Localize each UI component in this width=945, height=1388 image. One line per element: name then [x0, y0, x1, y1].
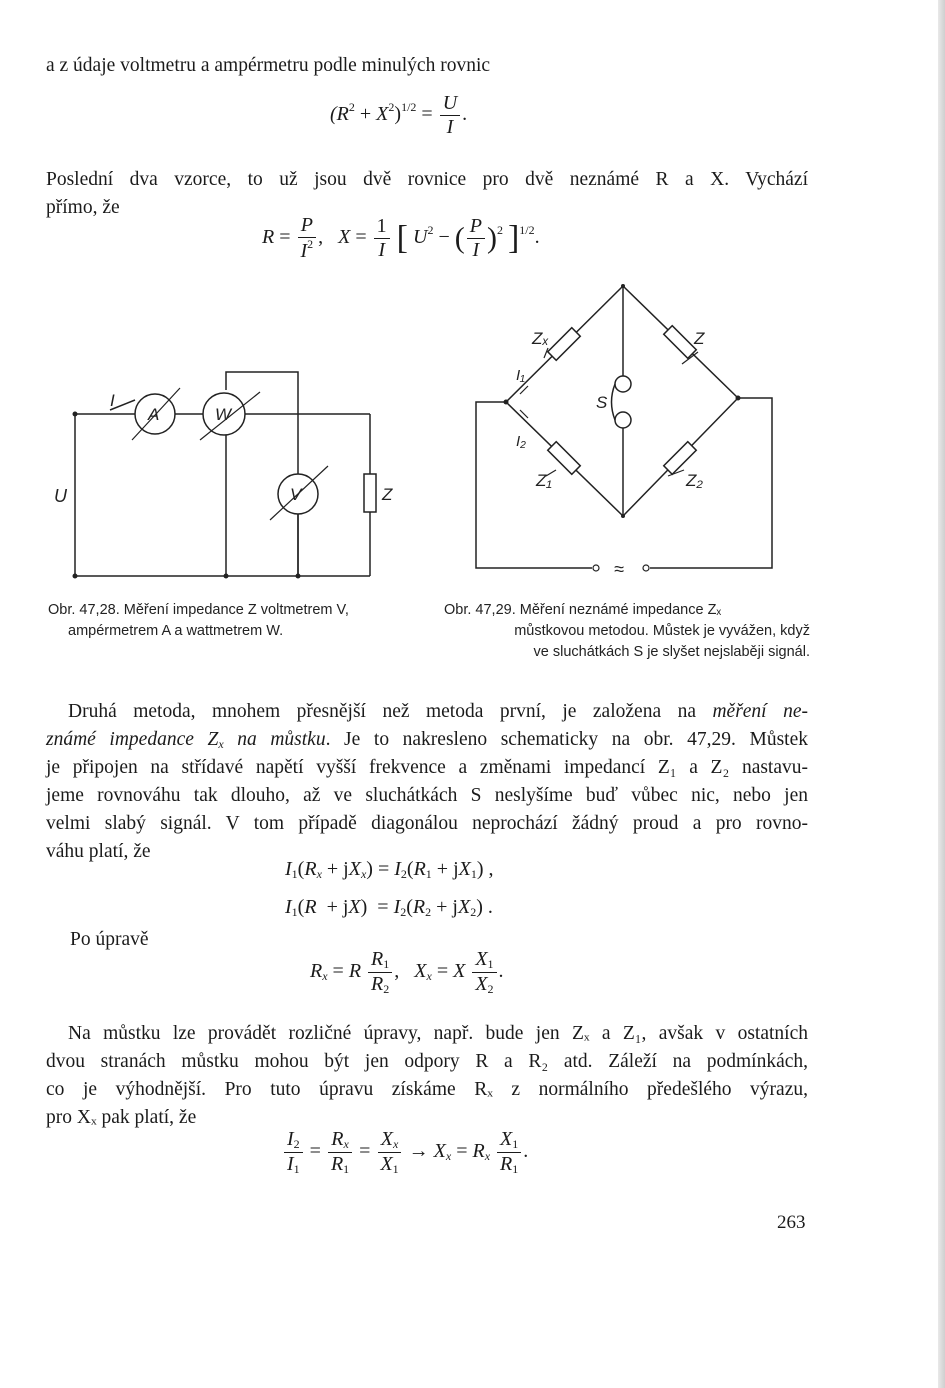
paragraph-2-emphasis-2: známé impedance Z	[46, 729, 219, 750]
equation-r-x: R = $\frac{P}{I^2}$ , X = $\frac{1}{I}$ [ $U^2$ − ( $\frac{P}{I}$ )$^2$ ]$^{1/2}$.	[262, 214, 540, 262]
label-headphones: S	[596, 393, 608, 412]
equation-rx-xx: $R_x = R$ $\frac{R_1}{R_2}$ , $X_x = X$ $\frac{X_1}{X_2}$ .	[310, 948, 504, 996]
paragraph-2-emphasis-1: měření ne-	[712, 701, 808, 722]
caption-fig-47-28	[48, 600, 349, 642]
po-uprave-label: Po úpravě	[70, 929, 149, 950]
paragraph-2-text-b: . Je to nakresleno schematicky na obr. 47,29. Můstek	[325, 729, 808, 750]
paragraph-2-line-6: váhu platí, že	[46, 841, 151, 862]
label-i1: I₁	[516, 367, 525, 384]
label-z2: Z₂	[686, 471, 703, 490]
equation-impedance-magnitude: $(R^2 + X^2)^{1/2}$ = $\frac{U}{I}$ .	[330, 92, 468, 138]
caption-29-line-2: můstkovou metodou. Můstek je vyvážen, když	[514, 623, 810, 639]
label-zx: Zₓ	[532, 329, 549, 348]
equation-balance-1: $I_1(R_x + jX_x) = I_2(R_1 + jX_1)$ ,	[285, 858, 494, 881]
paragraph-2-line-4: jeme rovnováhu tak dlouho, až ve sluchátkách S neslyšíme buď vůbec nic, nebo jen	[46, 785, 808, 806]
paragraph-2-line-5: velmi slabý signál. V tom případě diagonálou neprochází žádný proud a pro rovno-	[46, 813, 808, 834]
paragraph-2-line-3: je připojen na střídavé napětí vyšší frekvence a změnami impedancí Z₁ a Z₂ nastavu-	[46, 757, 808, 778]
equation-xx-ratio: $\frac{I_2}{I_1}$ = $\frac{R_x}{R_1}$ = $\frac{X_x}{X_1}$ → $X_x = R_x$ $\frac{X_1}{R_1}$ .	[282, 1128, 528, 1177]
label-i2: I₂	[516, 433, 526, 450]
intro-line: a z údaje voltmetru a ampérmetru podle minulých rovnic	[46, 55, 491, 76]
paragraph-2-line-1	[46, 698, 808, 726]
page-number: 263	[777, 1212, 806, 1233]
label-voltmeter: V	[290, 485, 302, 504]
label-voltage: U	[54, 486, 67, 506]
paragraph-3-line-3: co je výhodnější. Pro tuto úpravu získáme Rₓ z normálního předešlého výrazu,	[46, 1079, 808, 1100]
label-current: I	[110, 391, 115, 410]
label-wattmeter: W	[215, 405, 232, 424]
caption-29-line-3: ve sluchátkách S je slyšet nejslaběji signál.	[533, 644, 810, 660]
paragraph-3-line-1-text: Na můstku lze provádět rozličné úpravy, např. bude jen Zₓ a Z₁, avšak v ostatních	[68, 1023, 808, 1044]
paragraph-2-text-a: Druhá metoda, mnohem přesnější než metoda první, je založena na	[68, 701, 713, 722]
paragraph-2-emphasis-2b: na můstku	[223, 729, 326, 750]
label-ammeter: A	[148, 405, 160, 424]
label-impedance: Z	[382, 485, 393, 504]
caption-fig-47-29	[444, 600, 810, 663]
figure-47-29	[470, 280, 780, 585]
caption-28-line-2: ampérmetrem A a wattmetrem W.	[68, 623, 284, 639]
paragraph-2-line-2: známé impedance $Z_x$ na můstku. Je to nakresleno schematicky na obr. 47,29. Můstek	[46, 729, 808, 751]
label-z: Z	[694, 329, 705, 348]
figure-47-28	[40, 362, 420, 587]
label-ac-source: ≈	[614, 559, 624, 579]
paragraph-1-line-1: Poslední dva vzorce, to už jsou dvě rovnice pro dvě neznámé R a X. Vychází	[46, 169, 808, 190]
paragraph-3-line-4: pro Xₓ pak platí, že	[46, 1107, 197, 1128]
caption-28-line-1: Obr. 47,28. Měření impedance Z voltmetrem V,	[48, 602, 349, 618]
caption-29-line-1: Obr. 47,29. Měření neznámé impedance Zₓ	[444, 602, 722, 618]
label-z1: Z₁	[536, 471, 552, 490]
paragraph-3-line-2: dvou stranách můstku mohou být jen odpory R a R₂ atd. Záleží na podmínkách,	[46, 1051, 808, 1072]
equation-balance-2: $I_1(R + jX) = I_2(R_2 + jX_2)$ .	[285, 896, 493, 919]
paragraph-3-line-1	[46, 1020, 808, 1048]
page-edge	[938, 0, 945, 1388]
paragraph-1-line-2: přímo, že	[46, 197, 120, 218]
